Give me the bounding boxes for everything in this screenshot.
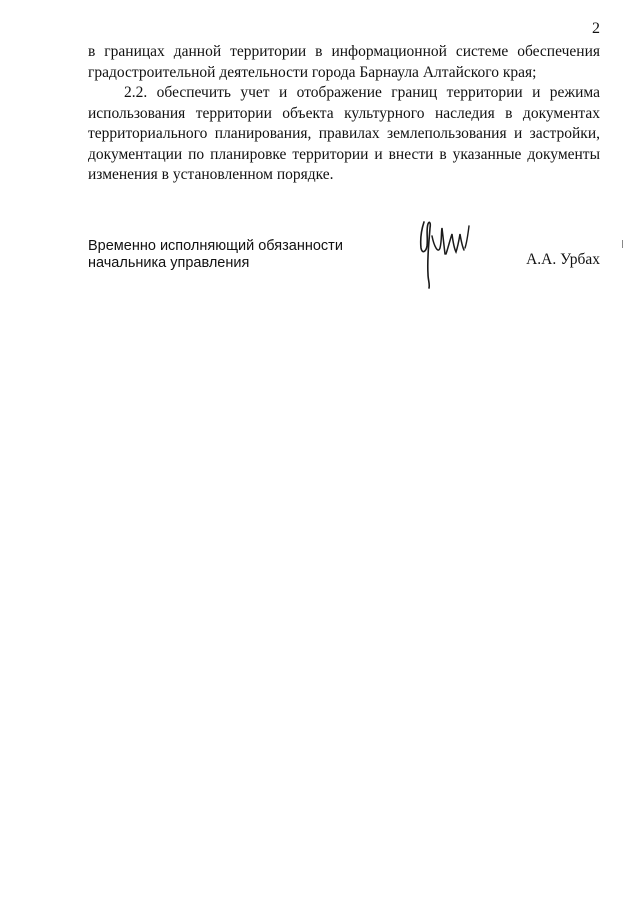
- signatory-title-line-2: начальника управления: [88, 255, 250, 271]
- handwritten-signature-icon: [418, 218, 474, 292]
- signatory-title-line-1: Временно исполняющий обязанности: [88, 238, 343, 254]
- scan-edge-mark: [622, 240, 623, 248]
- signatory-name: А.А. Урбах: [526, 251, 600, 268]
- signatory-title: [88, 238, 388, 272]
- paragraph-continuation: в границах данной территории в информационной системе обеспечения градостроительной деятельности города Барнаула Алтайского края;: [88, 43, 600, 81]
- paragraph-item-2-2: 2.2. обеспечить учет и отображение границ территории и режима использования территории объекта культурного наследия в документах территориального планирования, правилах землепользования и застройки, документации по планировке территории и внести в указанные документы изменения в установленном порядке.: [88, 84, 600, 183]
- signature-block: [88, 238, 600, 298]
- document-body: [88, 42, 600, 186]
- page-number: 2: [592, 20, 600, 37]
